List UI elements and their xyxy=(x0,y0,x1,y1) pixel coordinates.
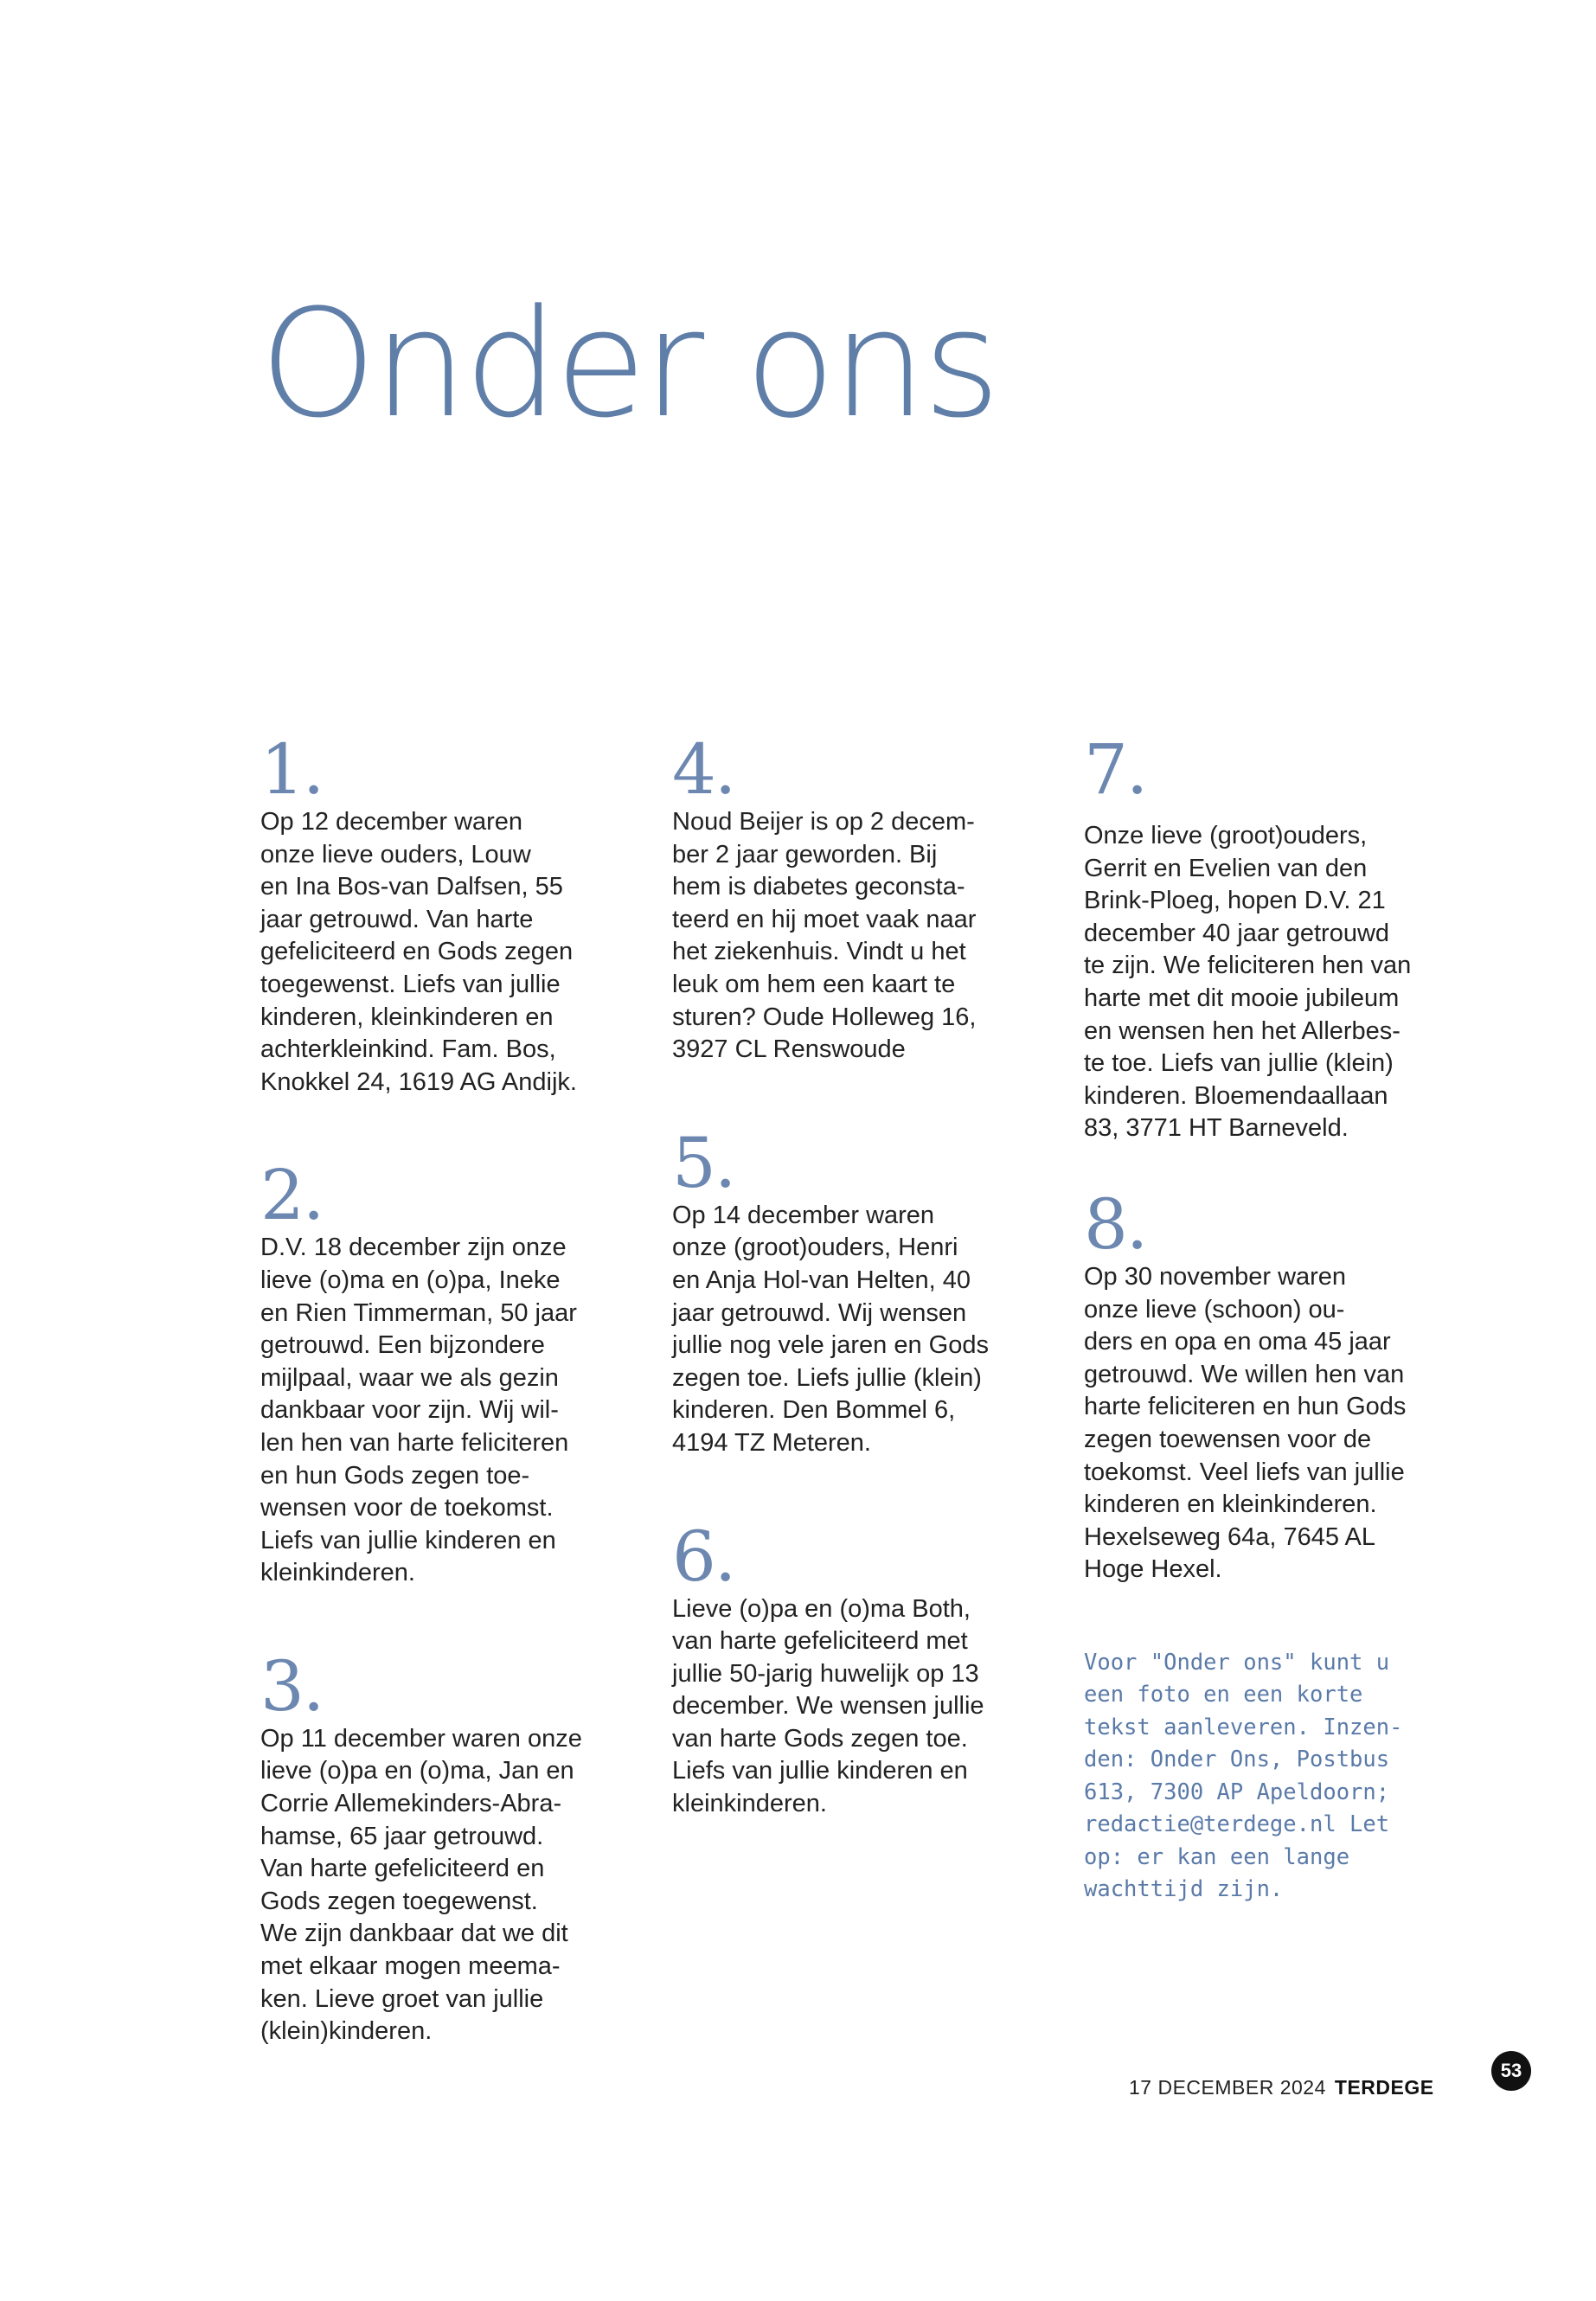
entry-number: 2. xyxy=(260,1155,324,1236)
entry-number: 1. xyxy=(260,729,324,810)
announcement-entry xyxy=(1084,1183,1439,1586)
entry-text: Lieve (o)pa en (o)ma Both, van harte gefeliciteerd met jullie 50-jarig huwelijk op 13 december. We wensen jullie van harte Gods zegen toe. Liefs van jullie kinderen en kleinkinderen. xyxy=(672,1594,984,1818)
column-1 xyxy=(260,729,615,2048)
entry-text: Onze lieve (groot)ouders, Gerrit en Evelien van den Brink-Ploeg, hopen D.V. 21 december 40 jaar getrouwd te zijn. We feliciteren hen van harte met dit mooie jubileum en wensen hen het Allerbes- te toe. Liefs van jullie (klein) kinderen. Bloemendaallaan 83, 3771 HT Barneveld. xyxy=(1084,822,1412,1143)
entry-number: 4. xyxy=(672,729,735,810)
entry-number: 5. xyxy=(672,1122,735,1203)
announcement-entry xyxy=(672,1122,1027,1460)
entry-number: 3. xyxy=(260,1645,324,1727)
announcement-entry xyxy=(260,729,615,1099)
column-2 xyxy=(672,729,1027,1821)
entry-text: Op 12 december waren onze lieve ouders, Louw en Ina Bos-van Dalfsen, 55 jaar getrouwd. Van harte gefeliciteerd en Gods zegen toegewenst. Liefs van jullie kinderen, kleinkinderen en achterkleinkind. Fam. Bos, Knokkel 24, 1619 AG Andijk. xyxy=(260,808,577,1096)
page-number-badge: 53 xyxy=(1491,2051,1531,2091)
page-footer xyxy=(1129,2067,1434,2107)
announcement-entry xyxy=(260,1155,615,1590)
magazine-name: TERDEGE xyxy=(1334,2075,1434,2099)
entry-number: 6. xyxy=(672,1516,735,1597)
entry-number: 7. xyxy=(1084,729,1147,810)
announcement-entry xyxy=(260,1645,615,2048)
entry-text: Op 30 november waren onze lieve (schoon) ou- ders en opa en oma 45 jaar getrouwd. We willen hen van harte feliciteren en hun Gods zegen toewensen voor de toekomst. Veel liefs van jullie kinderen en kleinkinderen. Hexelseweg 64a, 7645 AL Hoge Hexel. xyxy=(1084,1262,1407,1584)
entry-text: D.V. 18 december zijn onze lieve (o)ma en (o)pa, Ineke en Rien Timmerman, 50 jaar getrouwd. Een bijzondere mijlpaal, waar we als gezin dankbaar voor zijn. Wij wil- len hen van harte feliciteren en hun Gods zegen toe- wensen voor de toekomst. Liefs van jullie kinderen en kleinkinderen. xyxy=(260,1234,577,1587)
issue-date: 17 DECEMBER 2024 xyxy=(1129,2075,1326,2099)
page-title: Onder ons xyxy=(260,277,997,451)
announcement-entry xyxy=(672,729,1027,1067)
submission-note: Voor "Onder ons" kunt u een foto en een korte tekst aanleveren. Inzen- den: Onder Ons, Postbus 613, 7300 AP Apeldoorn; redactie@terdege.nl Let op: er kan een lange wachttijd zijn. xyxy=(1084,1649,1403,1903)
announcement-entry xyxy=(1084,729,1439,1145)
entry-text: Op 11 december waren onze lieve (o)pa en (o)ma, Jan en Corrie Allemekinders-Abra- hamse, 65 jaar getrouwd. Van harte gefeliciteerd en Gods zegen toegewenst. We zijn dankbaar dat we dit met elkaar mogen meema- ken. Lieve groet van jullie (klein)kinderen. xyxy=(260,1724,582,2046)
announcement-entry xyxy=(672,1516,1027,1821)
column-3 xyxy=(1084,729,1439,1907)
entry-text: Op 14 december waren onze (groot)ouders, Henri en Anja Hol-van Helten, 40 jaar getrouwd. Wij wensen jullie nog vele jaren en Gods zegen toe. Liefs jullie (klein) kinderen. Den Bommel 6, 4194 TZ Meteren. xyxy=(672,1201,989,1457)
entry-text: Noud Beijer is op 2 decem- ber 2 jaar geworden. Bij hem is diabetes geconsta- teerd en hij moet vaak naar het ziekenhuis. Vindt u het leuk om hem een kaart te sturen? Oude Holleweg 16, 3927 CL Renswoude xyxy=(672,808,977,1064)
entry-number: 8. xyxy=(1084,1183,1147,1265)
